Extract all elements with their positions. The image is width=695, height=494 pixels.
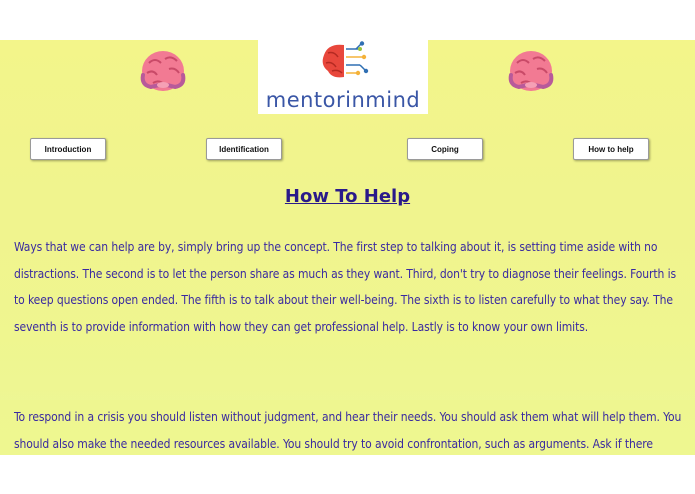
decorative-fade: [0, 340, 695, 400]
page-background: [0, 40, 695, 455]
logo[interactable]: [258, 40, 428, 114]
nav-button-introduction[interactable]: Introduction: [30, 138, 106, 160]
brain-hug-icon: [139, 49, 187, 95]
help-paragraph: Ways that we can help are by, simply bring up the concept. The first step to talking about it, is setting time aside with no distractions. The second is to let the person share as much as they want. Third, don't try to diagnose their feelings. Fourth is to keep questions open ended. The fifth is to talk about their well-being. The sixth is to listen carefully to what they say. The seventh is to provide information with how they can get professional help. Lastly is to know your own limits.: [14, 240, 676, 334]
nav-button-how-to-help[interactable]: How to help: [573, 138, 649, 160]
page-title: How To Help: [284, 186, 411, 207]
nav-button-coping[interactable]: Coping: [407, 138, 483, 160]
brain-hug-icon: [507, 49, 555, 95]
logo-brain-icon: [318, 41, 370, 85]
logo-text: mentorinmind: [265, 88, 421, 112]
nav-button-identification[interactable]: Identification: [206, 138, 282, 160]
crisis-paragraph: To respond in a crisis you should listen without judgment, and hear their needs. You should ask them what will help them. You should also make the needed resources available. You should try to avoid confrontation, such as arguments. Ask if there: [14, 410, 682, 451]
